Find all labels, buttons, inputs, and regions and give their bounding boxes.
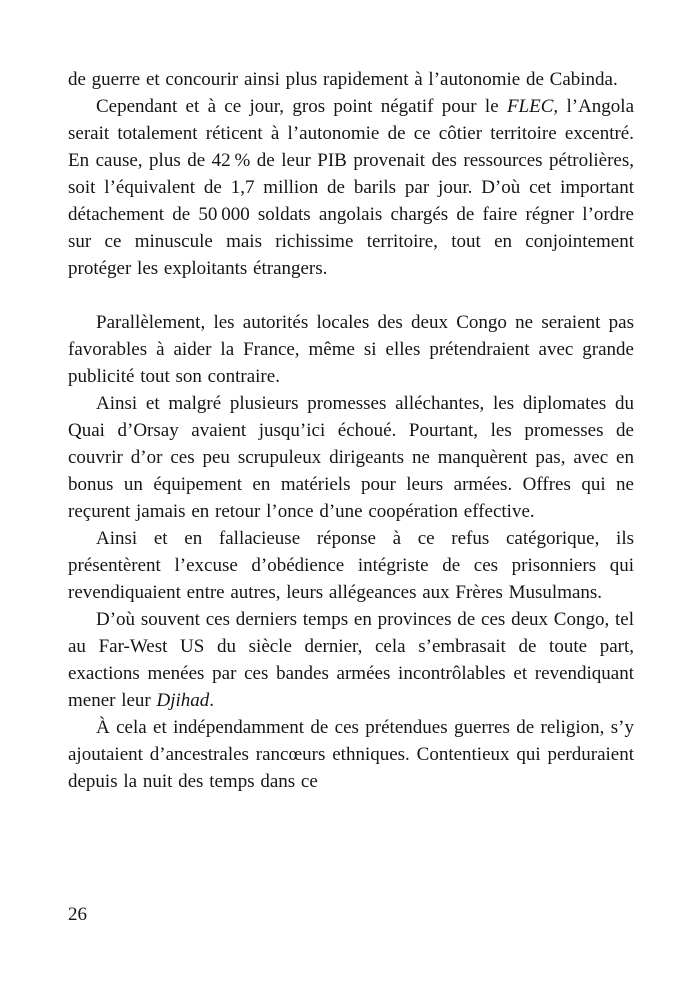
italic-text-run: Djihad: [156, 690, 210, 711]
text-run: Ainsi et en fallacieuse réponse à ce refus catégorique, ils présentèrent l’excuse d’obédience intégriste de ces prisonniers qui revendiquaient entre autres, leurs allégeances aux Frères Musulmans.: [68, 528, 634, 603]
text-run: , l’Angola serait totalement réticent à l’autonomie de ce côtier territoire excentré. En cause, plus de 42 % de leur PIB provenait des ressources pétrolières, soit l’équivalent de 1,7 million de barils par jour. D’où cet important détachement de 50 000 soldats angolais chargés de faire régner l’ordre sur ce minuscule mais richissime territoire, tout en conjointement protéger les exploitants étrangers.: [68, 96, 634, 279]
paragraph: [68, 309, 634, 390]
paragraph: [68, 525, 634, 606]
italic-text-run: FLEC: [506, 96, 554, 117]
paragraph: [68, 390, 634, 525]
text-run: Parallèlement, les autorités locales des deux Congo ne seraient pas favorables à aider la France, même si elles prétendraient avec grande publicité tout son contraire.: [68, 312, 634, 387]
page-text: [68, 66, 634, 795]
paragraph: [68, 93, 634, 282]
paragraph: [68, 606, 634, 714]
page-number: 26: [68, 904, 87, 925]
text-run: Cependant et à ce jour, gros point négatif pour le: [96, 96, 507, 117]
text-run: À cela et indépendamment de ces prétendues guerres de religion, s’y ajoutaient d’ancestrales rancœurs ethniques. Contentieux qui perduraient depuis la nuit des temps dans ce: [68, 717, 634, 792]
text-run: D’où souvent ces derniers temps en provinces de ces deux Congo, tel au Far-West US du siècle dernier, cela s’embrasait de toute part, exactions menées par ces bandes armées incontrôlables et revendiquant mener leur: [68, 609, 634, 711]
text-run: de guerre et concourir ainsi plus rapidement à l’autonomie de Cabinda.: [68, 69, 618, 90]
paragraph: [68, 714, 634, 795]
paragraph: [68, 66, 634, 93]
text-run: .: [209, 690, 215, 711]
text-run: Ainsi et malgré plusieurs promesses alléchantes, les diplomates du Quai d’Orsay avaient jusqu’ici échoué. Pourtant, les promesses de couvrir d’or ces peu scrupuleux dirigeants ne manquèrent pas, avec en bonus un équipement en matériels pour leurs armées. Offres qui ne reçurent jamais en retour l’once d’une coopération effective.: [68, 393, 634, 522]
